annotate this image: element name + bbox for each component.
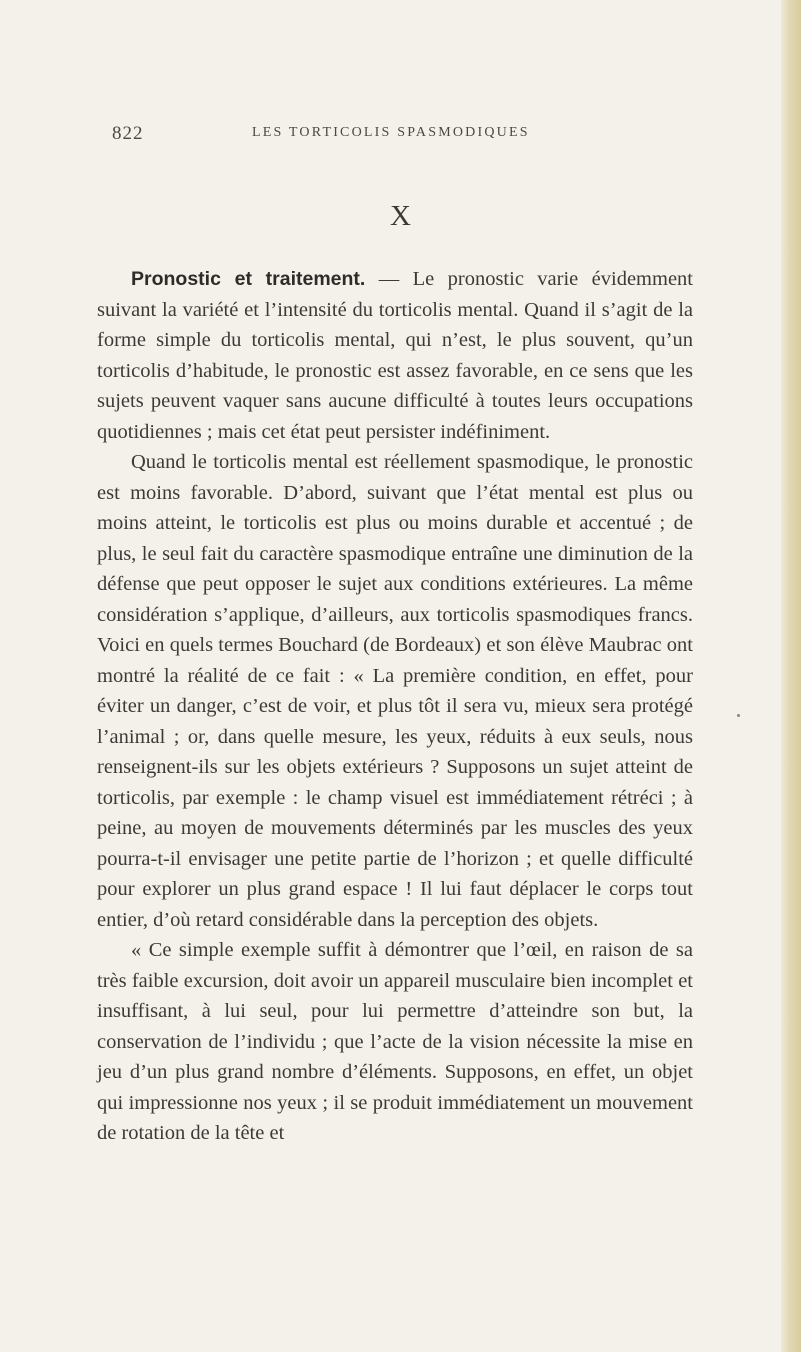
paragraph-1-text: — Le pronostic varie évidemment suivant la variété et l’intensité du torticolis mental. Quand il s’agit de la forme simple du torticolis mental, qui n’est, le plus souvent, qu’un torticolis d’habitude, le pronostic est assez favorable, en ce sens que les sujets peuvent vaquer sans aucune difficulté à toutes leurs occupations quotidiennes ; mais cet état peut persister indéfiniment. [97, 268, 693, 443]
running-title: LES TORTICOLIS SPASMODIQUES [252, 125, 530, 140]
page-number: 822 [112, 123, 144, 144]
paragraph-3: « Ce simple exemple suffit à démontrer que l’œil, en raison de sa très faible excursion, doit avoir un appareil musculaire bien incomplet et insuffisant, à lui seul, pour lui permettre d’atteindre son but, la conservation de l’individu ; que l’acte de la vision nécessite la mise en jeu d’un plus grand nombre d’éléments. Supposons, en effet, un objet qui impressionne nos yeux ; il se produit immédiatement un mouvement de rotation de la tête et [97, 939, 693, 1144]
margin-speck [737, 714, 740, 717]
paragraph-2: Quand le torticolis mental est réellement spasmodique, le pronostic est moins favorable. D’abord, suivant que l’état mental est plus ou moins atteint, le torticolis est plus ou moins durable et accentué ; de plus, le seul fait du caractère spasmodique entraîne une diminution de la défense que peut opposer le sujet aux conditions extérieures. La même considération s’applique, d’ailleurs, aux torticolis spasmodiques francs. Voici en quels termes Bouchard (de Bordeaux) et son élève Maubrac ont montré la réalité de ce fait : « La première condition, en effet, pour éviter un danger, c’est de voir, et plus tôt il sera vu, mieux sera protégé l’animal ; or, dans quelle mesure, les yeux, réduits à eux seuls, nous renseignent-ils sur les objets extérieurs ? Supposons un sujet atteint de torticolis, par exemple : le champ visuel est immédiatement rétréci ; à peine, au moyen de mouvements déterminés par les muscles des yeux pourra-t-il envisager une petite partie de l’horizon ; et quelle difficulté pour explorer un plus grand espace ! Il lui faut déplacer le corps tout entier, d’où retard considérable dans la perception des objets. [97, 451, 693, 931]
paragraph-1 [97, 264, 693, 447]
page-header [112, 123, 682, 147]
body-text [97, 264, 693, 1149]
section-numeral: X [390, 200, 411, 232]
section-heading: Pronostic et traitement. [131, 268, 366, 290]
